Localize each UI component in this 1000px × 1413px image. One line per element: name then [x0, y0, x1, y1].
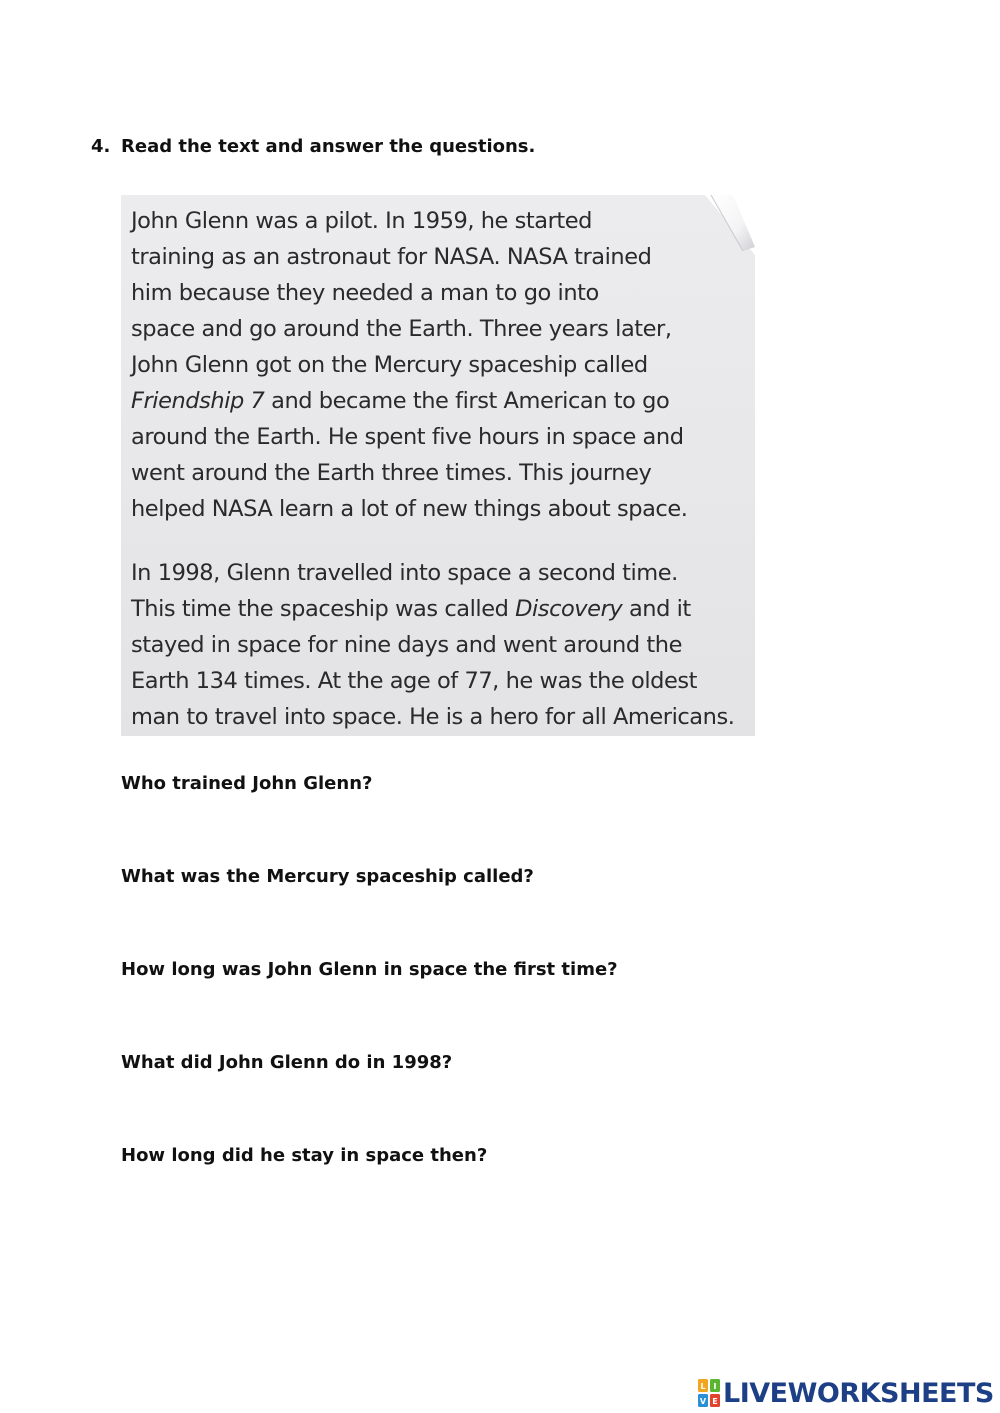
liveworksheets-logo-icon [698, 1379, 720, 1407]
question-5: How long did he stay in space then? [121, 1145, 488, 1166]
passage-line: man to travel into space. He is a hero for all Americans. [131, 704, 735, 730]
passage-line: John Glenn got on the Mercury spaceship called [131, 352, 648, 378]
passage-line: training as an astronaut for NASA. NASA trained [131, 244, 652, 270]
reading-passage [131, 203, 755, 735]
passage-line: In 1998, Glenn travelled into space a second time. [131, 560, 678, 586]
exercise-instruction [91, 136, 535, 157]
spaceship-name-discovery: Discovery [515, 596, 623, 622]
passage-paragraph-2 [131, 555, 755, 735]
spaceship-name-friendship: Friendship 7 [131, 388, 265, 414]
question-1: Who trained John Glenn? [121, 773, 373, 794]
liveworksheets-logo-text: LIVEWORKSHEETS [723, 1377, 994, 1409]
passage-line: space and go around the Earth. Three years later, [131, 316, 672, 342]
passage-paragraph-1 [131, 203, 755, 527]
passage-line: went around the Earth three times. This journey [131, 460, 652, 486]
reading-text-image [121, 195, 755, 736]
question-3: How long was John Glenn in space the first time? [121, 959, 618, 980]
passage-line: This time the spaceship was called [131, 596, 516, 622]
passage-line: and became the first American to go [264, 388, 670, 414]
exercise-instruction-text: Read the text and answer the questions. [121, 136, 536, 157]
question-4: What did John Glenn do in 1998? [121, 1052, 453, 1073]
passage-line: him because they needed a man to go into [131, 280, 599, 306]
logo-mark-letter: L [700, 1382, 706, 1391]
logo-mark-letter: V [699, 1397, 707, 1406]
question-2: What was the Mercury spaceship called? [121, 866, 534, 887]
passage-line: stayed in space for nine days and went around the [131, 632, 682, 658]
passage-line: helped NASA learn a lot of new things about space. [131, 496, 688, 522]
passage-line: and it [622, 596, 691, 622]
liveworksheets-logo [698, 1377, 994, 1409]
passage-line: John Glenn was a pilot. In 1959, he started [131, 208, 593, 234]
passage-line: Earth 134 times. At the age of 77, he was the oldest [131, 668, 698, 694]
exercise-number: 4. [91, 136, 111, 157]
passage-line: around the Earth. He spent five hours in space and [131, 424, 684, 450]
logo-mark-letter: E [712, 1397, 718, 1406]
logo-mark-letter: I [713, 1382, 717, 1391]
